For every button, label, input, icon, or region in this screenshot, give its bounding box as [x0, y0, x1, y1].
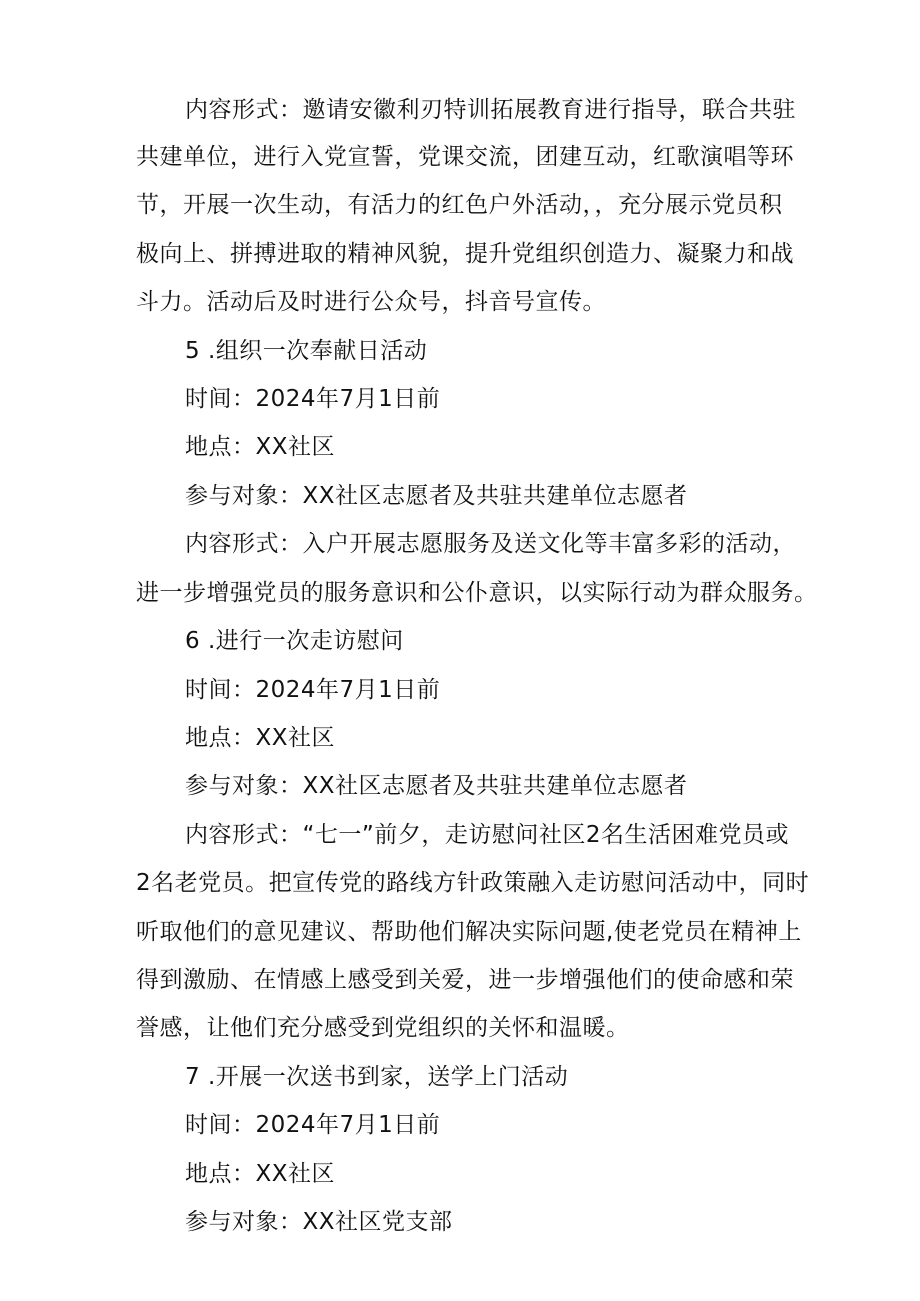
paragraph-line: 共建单位，进行入党宣誓，党课交流，团建互动，红歌演唱等环	[136, 144, 794, 170]
paragraph-line: 进一步增强党员的服务意识和公仆意识，以实际行动为群众服务。	[136, 580, 818, 606]
paragraph-line: 内容形式：邀请安徽利刃特训拓展教育进行指导，联合共驻	[185, 97, 796, 123]
paragraph-line: 时间：2024年7月1日前	[185, 677, 441, 703]
paragraph-line: 时间：2024年7月1日前	[185, 1112, 441, 1138]
paragraph-line: 得到激励、在情感上感受到关爱，进一步增强他们的使命感和荣	[136, 967, 794, 993]
paragraph-line: 节，开展一次生动，有活力的红色户外活动，，充分展示党员积	[136, 192, 783, 218]
paragraph-line: 时间：2024年7月1日前	[185, 386, 441, 412]
paragraph-line: 地点：XX社区	[185, 725, 336, 751]
paragraph-line: 极向上、拼搏进取的精神风貌，提升党组织创造力、凝聚力和战	[136, 241, 794, 267]
section-heading: 7 .开展一次送书到家，送学上门活动	[185, 1064, 569, 1090]
paragraph-line: 参与对象：XX社区党支部	[185, 1209, 453, 1235]
paragraph-line: 参与对象：XX社区志愿者及共驻共建单位志愿者	[185, 773, 688, 799]
paragraph-line: 听取他们的意见建议、帮助他们解决实际问题,使老党员在精神上	[136, 919, 802, 945]
paragraph-line: 参与对象：XX社区志愿者及共驻共建单位志愿者	[185, 483, 688, 509]
paragraph-line: 内容形式：入户开展志愿服务及送文化等丰富多彩的活动，	[185, 531, 796, 557]
paragraph-line: 斗力。活动后及时进行公众号，抖音号宣传。	[136, 289, 606, 315]
paragraph-line: 2名老党员。把宣传党的路线方针政策融入走访慰问活动中，同时	[136, 870, 810, 896]
paragraph-line: 誉感，让他们充分感受到党组织的关怀和温暖。	[136, 1015, 630, 1041]
section-heading: 5 .组织一次奉献日活动	[185, 338, 428, 364]
section-heading: 6 .进行一次走访慰问	[185, 628, 404, 654]
paragraph-line: 地点：XX社区	[185, 1161, 336, 1187]
paragraph-line: 内容形式：“七一”前夕，走访慰问社区2名生活困难党员或	[185, 822, 789, 848]
paragraph-line: 地点：XX社区	[185, 434, 336, 460]
